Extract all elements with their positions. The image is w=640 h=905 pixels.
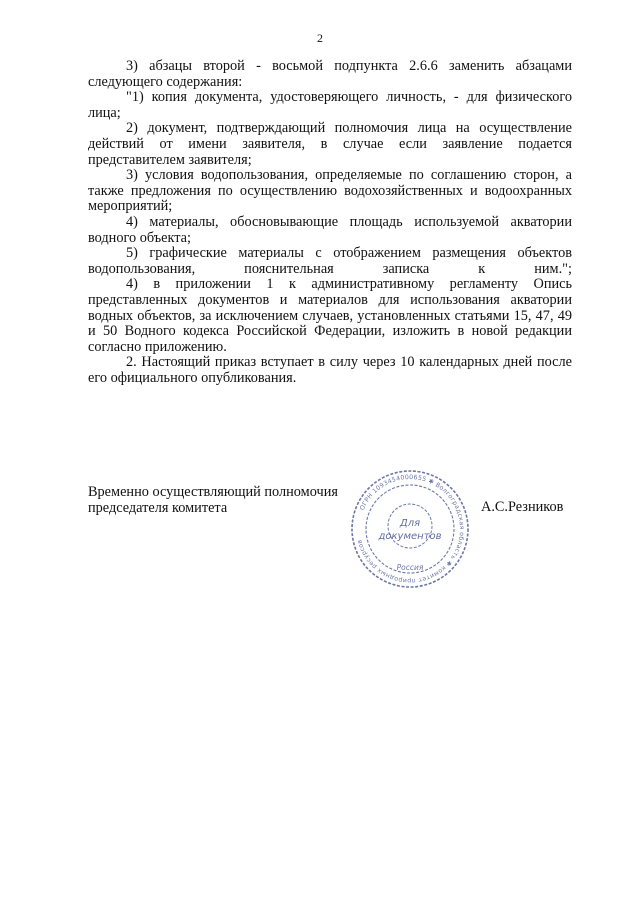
seal-middle-ring xyxy=(366,485,454,573)
document-body xyxy=(88,59,572,386)
seal-center-line-1: Для xyxy=(399,518,421,529)
paragraph-amendment-3: 3) абзацы второй - восьмой подпункта 2.6.6 заменить абзацами следующего содержания: xyxy=(88,58,572,90)
paragraph-item-5: 5) графические материалы с отображением размещения объектов водопользования, пояснительная записка к ним."; xyxy=(88,245,572,277)
official-seal-stamp xyxy=(347,466,473,592)
paragraph-item-1: "1) копия документа, удостоверяющего личность, - для физического лица; xyxy=(88,89,572,121)
seal-ring-text: ОГРН 1093454000655 ✱ Волгоградская область ✱ комитет природных ресурсов xyxy=(356,473,466,585)
paragraph-amendment-4: 4) в приложении 1 к административному регламенту Опись представленных документов и материалов для использования акватории водных объектов, за исключением случаев, установленных статьями 15, 47, 49 и 50 Водного кодекса Российской Федерации, изложить в новой редакции согласно приложению. xyxy=(88,276,572,355)
paragraph-item-3: 3) условия водопользования, определяемые по соглашению сторон, а также предложения по осуществлению водохозяйственных и водоохранных мероприятий; xyxy=(88,167,572,215)
paragraph-effective-date: 2. Настоящий приказ вступает в силу через 10 календарных дней после его официального опубликования. xyxy=(88,354,572,386)
signer-position-line-1: Временно осуществляющий полномочия xyxy=(88,484,338,500)
page-number: 2 xyxy=(317,31,323,45)
paragraph-item-2: 2) документ, подтверждающий полномочия лица на осуществление действий от имени заявителя, в случае если заявление подается представителем заявителя; xyxy=(88,120,572,168)
signer-name: А.С.Резников xyxy=(481,499,564,515)
paragraph-item-4: 4) материалы, обосновывающие площадь используемой акватории водного объекта; xyxy=(88,213,572,246)
seal-center-line-2: документов xyxy=(378,531,442,542)
signer-position-line-2: председателя комитета xyxy=(88,499,228,516)
signer-position xyxy=(88,485,368,516)
seal-bottom-text: Россия xyxy=(396,563,424,572)
